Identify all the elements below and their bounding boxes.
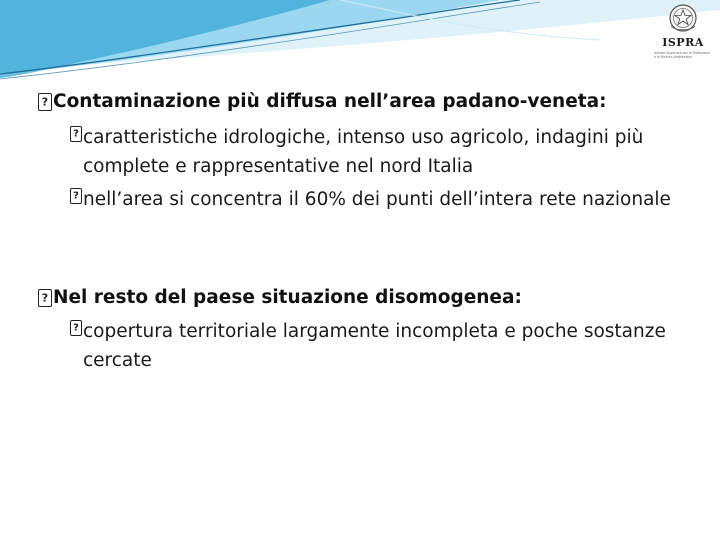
bullet-text: copertura territoriale largamente incompleta e poche sostanze cercate [83,321,666,371]
bullet-level1 [38,286,522,310]
missing-glyph-box-icon [70,188,82,204]
bullet-text: Nel resto del paese situazione disomogenea: [53,287,522,308]
missing-glyph-box-icon [38,93,52,111]
bullet-text: Contaminazione più diffusa nell’area padano-veneta: [53,91,607,112]
missing-glyph-box-icon [70,126,82,142]
logo-subtitle-line1: Istituto Superiore per la Protezione [654,51,710,55]
bullet-level2 [70,317,693,375]
missing-glyph-box-icon [70,320,82,336]
bullet-level1 [38,90,606,114]
bullet-level2 [70,185,693,214]
bullet-level2 [70,123,693,181]
missing-glyph-box-icon [38,289,52,307]
logo-subtitle-line2: e la Ricerca Ambientale [654,55,692,59]
logo-title: ISPRA [662,36,704,49]
bullet-text: caratteristiche idrologiche, intenso uso agricolo, indagini più complete e rappresentative nel nord Italia [83,127,644,177]
bullet-text: nell’area si concentra il 60% dei punti dell’intera rete nazionale [83,189,671,210]
